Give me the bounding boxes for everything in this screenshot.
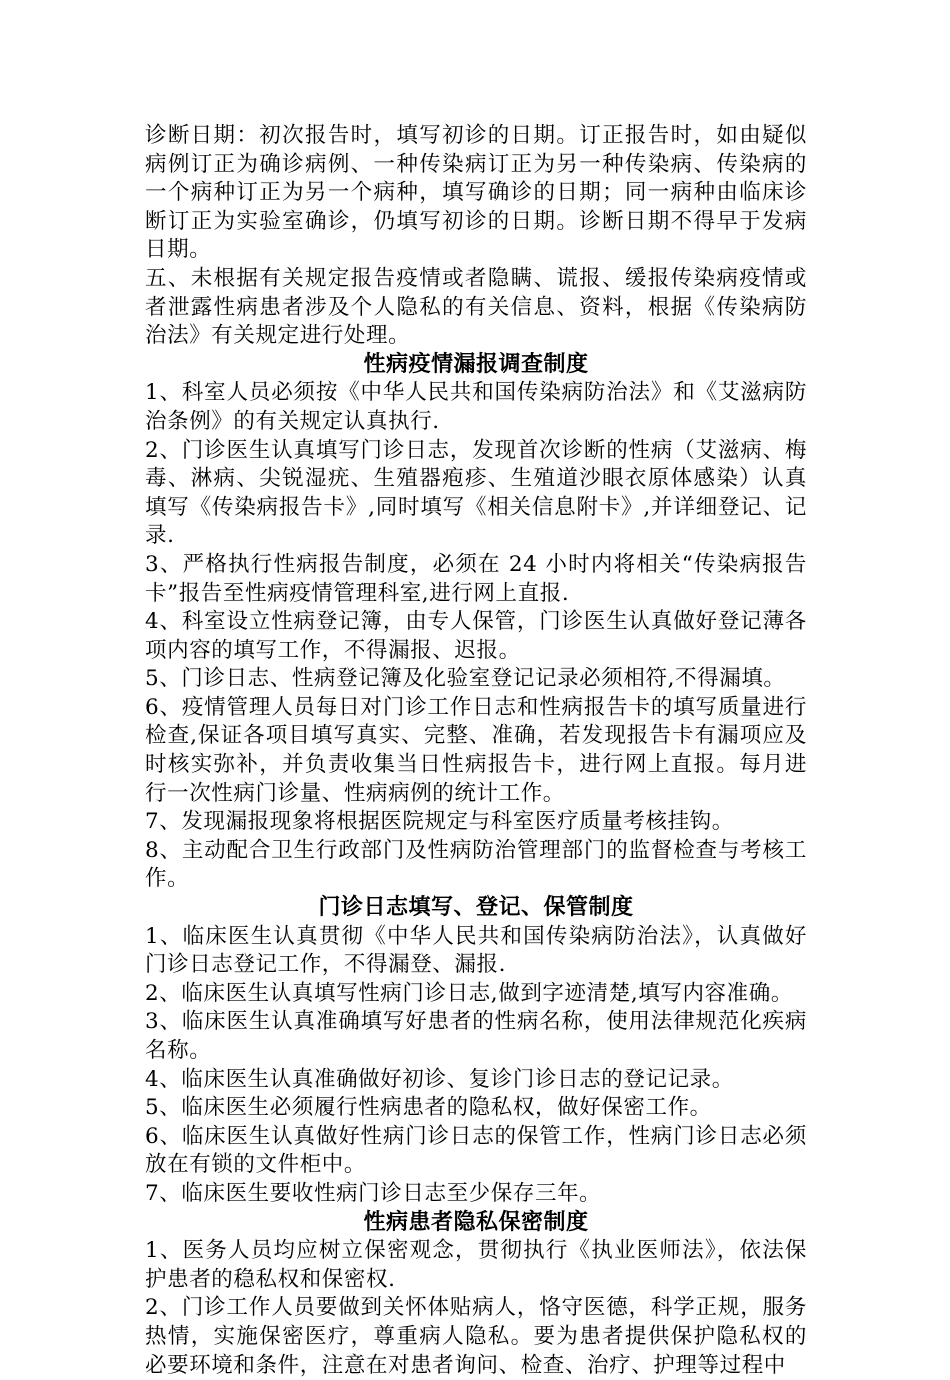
list-item: 5、临床医生必须履行性病患者的隐私权，做好保密工作。 xyxy=(145,1095,712,1121)
list-item: 6、疫情管理人员每日对门诊工作日志和性病报告卡的填写质量进行检查,保证各项目填写真实、完整、准确，若发现报告卡有漏项应及时核实弥补，并负责收集当日性病报告卡，进行网上直报。每月进行一次性病门诊量、性病病例的统计工作。 xyxy=(145,694,807,806)
document-body xyxy=(145,122,807,1380)
list-item: 8、主动配合卫生行政部门及性病防治管理部门的监督检查与考核工作。 xyxy=(145,837,807,892)
paragraph-item-5: 五、未根据有关规定报告疫情或者隐瞒、谎报、缓报传染病疫情或者泄露性病患者涉及个人隐私的有关信息、资料，根据《传染病防治法》有关规定进行处理。 xyxy=(145,265,807,349)
list-item: 1、医务人员均应树立保密观念，贯彻执行《执业医师法》，依法保护患者的稳私权和保密权. xyxy=(145,1238,807,1292)
list-item: 6、临床医生认真做好性病门诊日志的保管工作，性病门诊日志必须放在有锁的文件柜中。 xyxy=(145,1123,807,1178)
list-item: 7、临床医生要收性病门诊日志至少保存三年。 xyxy=(145,1180,602,1206)
list-item: 1、临床医生认真贯彻《中华人民共和国传染病防治法》，认真做好门诊日志登记工作，不得漏登、漏报. xyxy=(145,923,807,978)
list-item: 7、发现漏报现象将根据医院规定与科室医疗质量考核挂钩。 xyxy=(145,809,734,835)
list-item: 2、临床医生认真填写性病门诊日志,做到字迹清楚,填写内容准确。 xyxy=(145,980,793,1006)
list-item: 4、临床医生认真准确做好初诊、复诊门诊日志的登记记录。 xyxy=(145,1066,734,1092)
list-item: 3、临床医生认真准确填写好患者的性病名称，使用法律规范化疾病名称。 xyxy=(145,1009,807,1063)
list-item: 3、严格执行性病报告制度，必须在 24 小时内将相关“传染病报告卡”报告至性病疫情管理科室,进行网上直报. xyxy=(145,551,807,606)
section-heading-clinic-log: 门诊日志填写、登记、保管制度 xyxy=(318,895,634,921)
list-item: 2、门诊医生认真填写门诊日志，发现首次诊断的性病（艾滋病、梅毒、淋病、尖锐湿疣、生殖器疱疹、生殖道沙眼衣原体感染）认真填写《传染病报告卡》,同时填写《相关信息附卡》,并详细登记、记录. xyxy=(145,437,807,549)
list-item: 1、科室人员必须按《中华人民共和国传染病防治法》和《艾滋病防治条例》的有关规定认真执行. xyxy=(145,380,807,434)
paragraph-diagnosis-date: 诊断日期：初次报告时，填写初诊的日期。订正报告时，如由疑似病例订正为确诊病例、一种传染病订正为另一种传染病、传染病的一个病种订正为另一个病种，填写确诊的日期；同一病种由临床诊断订正为实验室确诊，仍填写初诊的日期。诊断日期不得早于发病日期。 xyxy=(145,123,807,263)
list-item: 4、科室设立性病登记簿，由专人保管，门诊医生认真做好登记薄各项内容的填写工作，不得漏报、迟报。 xyxy=(145,609,807,663)
list-item: 5、门诊日志、性病登记簿及化验室登记记录必须相符,不得漏填。 xyxy=(145,666,786,692)
section-heading-privacy: 性病患者隐私保密制度 xyxy=(363,1209,589,1235)
list-item: 2、门诊工作人员要做到关怀体贴病人，恪守医德，科学正规，服务热情，实施保密医疗，尊重病人隐私。要为患者提供保护隐私权的必要环境和条件，注意在对患者询问、检查、治疗、护理等过程中 xyxy=(145,1295,807,1378)
section-heading-underreport: 性病疫情漏报调查制度 xyxy=(363,351,589,377)
